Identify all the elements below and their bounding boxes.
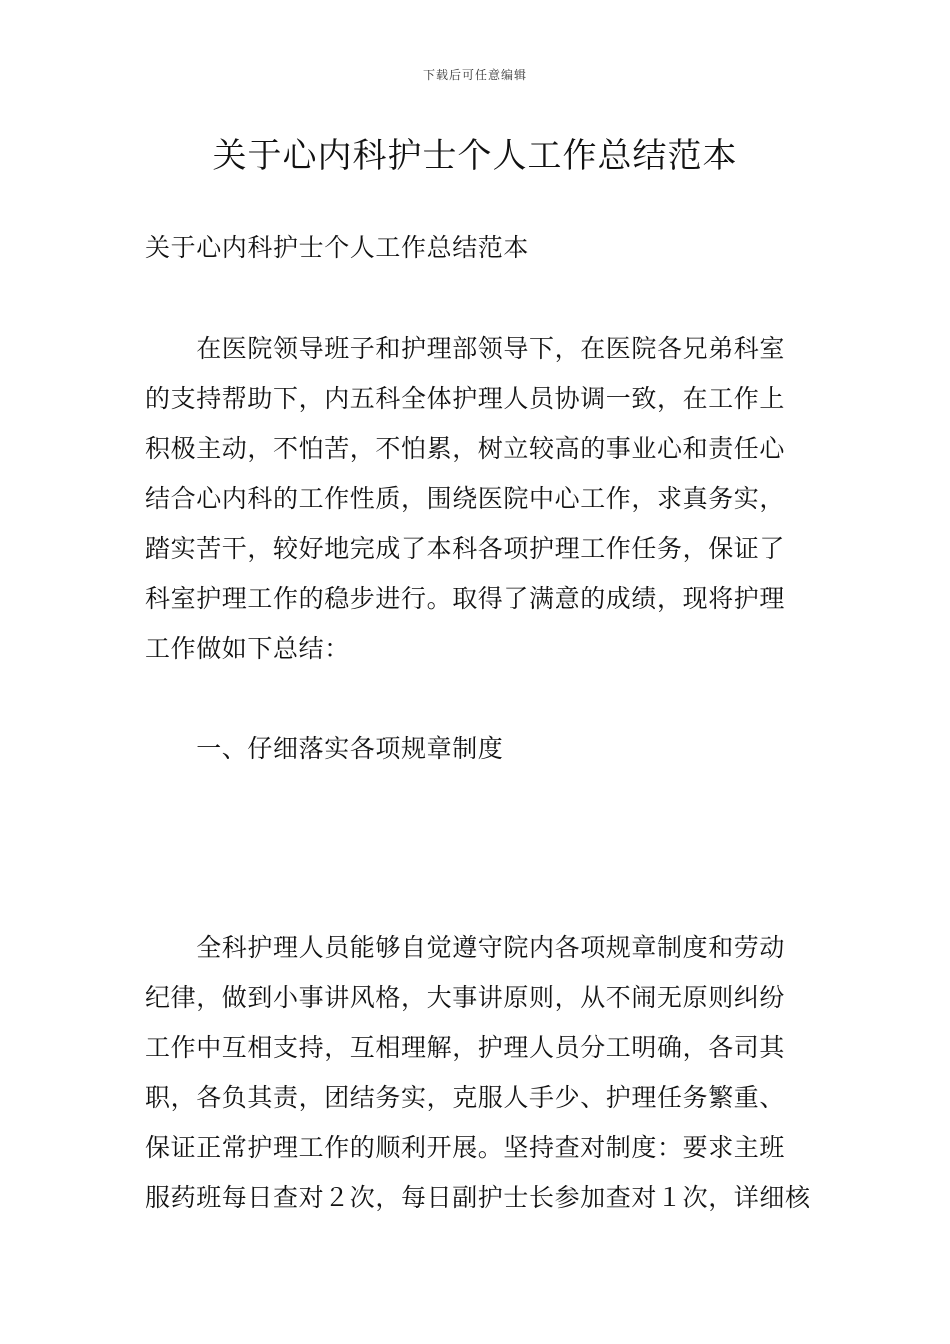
paragraph2-line: 职，各负其责，团结务实，克服人手少、护理任务繁重、 — [145, 1083, 786, 1112]
paragraph1-line: 在医院领导班子和护理部领导下，在医院各兄弟科室 — [145, 334, 786, 363]
paragraph1-line: 积极主动，不怕苦，不怕累，树立较高的事业心和责任心 — [145, 434, 786, 463]
paragraph1-line: 科室护理工作的稳步进行。取得了满意的成绩，现将护理 — [145, 584, 786, 613]
paragraph2-line: 工作中互相支持，互相理解，护理人员分工明确，各司其 — [145, 1033, 786, 1062]
document-subtitle: 关于心内科护士个人工作总结范本 — [145, 233, 530, 262]
paragraph1-line: 踏实苦干，较好地完成了本科各项护理工作任务，保证了 — [145, 534, 786, 563]
paragraph2-line: 服药班每日查对２次，每日副护士长参加查对１次，详细核 — [145, 1183, 811, 1212]
paragraph1-line: 工作做如下总结： — [145, 634, 350, 663]
document-title: 关于心内科护士个人工作总结范本 — [212, 136, 738, 176]
paragraph2-line: 纪律，做到小事讲风格，大事讲原则，从不闹无原则纠纷 — [145, 983, 786, 1012]
paragraph1-line: 的支持帮助下，内五科全体护理人员协调一致，在工作上 — [145, 384, 786, 413]
header-note: 下载后可任意编辑 — [422, 68, 527, 82]
paragraph2-line: 全科护理人员能够自觉遵守院内各项规章制度和劳动 — [145, 933, 786, 962]
paragraph2-line: 保证正常护理工作的顺利开展。坚持查对制度：要求主班 — [145, 1133, 786, 1162]
paragraph1-line: 结合心内科的工作性质，围绕医院中心工作，求真务实， — [145, 484, 786, 513]
section-heading: 一、仔细落实各项规章制度 — [145, 734, 504, 763]
